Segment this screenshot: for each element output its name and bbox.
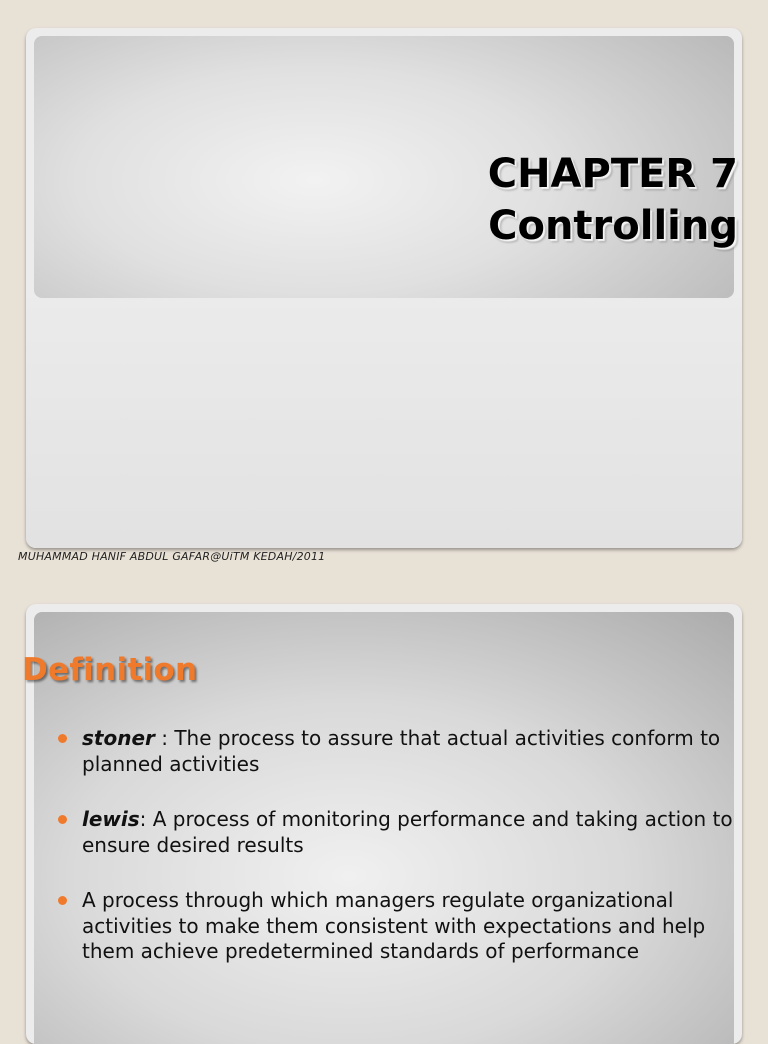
title-line-chapter: CHAPTER 7 bbox=[487, 151, 738, 197]
bullet-term: lewis bbox=[82, 807, 140, 831]
title-line-topic: Controlling bbox=[488, 203, 738, 249]
bullet-item bbox=[58, 888, 738, 965]
bullet-dot-icon bbox=[58, 815, 67, 824]
slide-heading: Definition bbox=[22, 652, 198, 688]
bullet-text: : The process to assure that actual activities conform to planned activities bbox=[82, 726, 721, 776]
bullet-item bbox=[58, 726, 738, 777]
bullet-text: A process through which managers regulate organizational activities to make them consistent with expectations and help them achieve predetermined standards of performance bbox=[82, 888, 706, 963]
slide-footer-credit: MUHAMMAD HANIF ABDUL GAFAR@UiTM KEDAH/2011 bbox=[18, 550, 326, 563]
bullet-term: stoner bbox=[82, 726, 155, 750]
bullet-text: : A process of monitoring performance and taking action to ensure desired results bbox=[82, 807, 733, 857]
slide-title bbox=[488, 148, 738, 252]
slide-1 bbox=[26, 28, 742, 548]
bullet-dot-icon bbox=[58, 896, 67, 905]
bullet-dot-icon bbox=[58, 734, 67, 743]
slide-1-body bbox=[26, 298, 742, 548]
bullet-item bbox=[58, 807, 738, 858]
bullet-list bbox=[58, 726, 738, 965]
